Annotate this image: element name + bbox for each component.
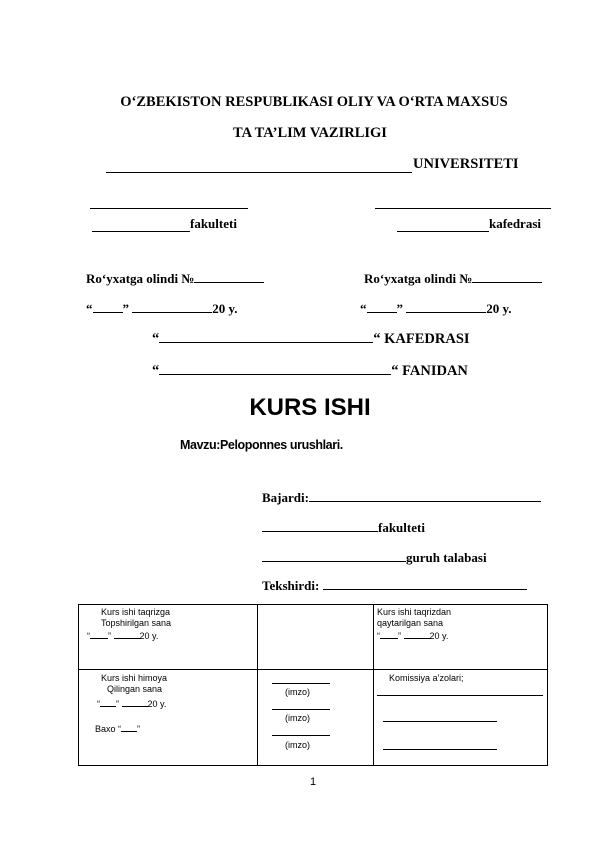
defense-date-row — [97, 697, 167, 710]
ministry-line-1 — [0, 94, 596, 111]
submit-year: 20 y. — [139, 631, 159, 641]
department-row — [152, 328, 470, 348]
subject-suffix: “ FANIDAN — [391, 363, 468, 379]
performer-faculty-blank — [262, 518, 378, 532]
right-registration — [364, 270, 542, 287]
checked-by-label: Tekshirdi: — [262, 578, 323, 593]
left-day-blank — [93, 300, 123, 313]
return-line-2: qaytarilgan sana — [377, 618, 444, 628]
faculty-label: fakulteti — [190, 216, 237, 231]
defense-date-cell — [95, 673, 168, 735]
return-year: 20 y. — [429, 631, 449, 641]
grade-quote-close: ” — [137, 724, 141, 734]
review-table — [78, 604, 548, 766]
signature-line-3 — [272, 735, 330, 736]
return-line-1: Kurs ishi taqrizdan — [377, 607, 452, 617]
checked-by-row — [262, 576, 527, 594]
department-label: kafedrasi — [489, 216, 541, 231]
signature-label-3: (imzo) — [285, 740, 310, 750]
left-month-blank — [132, 300, 212, 313]
department-blank — [397, 231, 489, 232]
done-by-row — [262, 488, 541, 506]
grade-label: Baxo “ — [95, 724, 122, 734]
submit-month-blank — [114, 629, 140, 639]
right-registration-date — [360, 300, 512, 317]
table-divider-h — [79, 669, 547, 670]
group-student-label: guruh talabasi — [406, 550, 487, 565]
signature-label-1: (imzo) — [285, 687, 310, 697]
right-month-blank — [406, 300, 486, 313]
signature-line-2 — [272, 709, 330, 710]
left-date-quote-close: ” — [122, 301, 129, 316]
submit-quote-close: ” — [108, 631, 111, 641]
defense-quote-close: ” — [116, 699, 119, 709]
left-registration — [86, 270, 264, 287]
table-divider-v2 — [373, 605, 374, 765]
left-year: 20 y. — [212, 301, 238, 316]
grade-blank — [121, 722, 137, 732]
left-date-quote-open: “ — [86, 301, 93, 316]
university-label: UNIVERSITETI — [413, 156, 519, 172]
subject-name-blank — [159, 360, 391, 375]
return-date-cell — [377, 607, 451, 642]
department-name-blank — [159, 328, 373, 343]
signature-label-2: (imzo) — [285, 713, 310, 723]
grade-row — [95, 722, 167, 735]
subject-quote-open: “ — [152, 363, 160, 379]
group-row — [262, 548, 487, 566]
submit-line-2: Topshirilgan sana — [101, 618, 172, 628]
done-by-blank — [309, 488, 541, 502]
left-registration-number-blank — [194, 270, 264, 283]
submit-date-row — [87, 629, 171, 642]
defense-year: 20 y. — [147, 699, 167, 709]
return-day-blank — [380, 629, 398, 639]
right-day-blank — [367, 300, 397, 313]
left-registration-label: Ro‘yxatga olindi № — [86, 271, 195, 286]
right-date-quote-open: “ — [360, 301, 367, 316]
checked-by-blank — [323, 576, 527, 590]
topic-row — [180, 438, 343, 452]
right-registration-label: Ro‘yxatga olindi № — [364, 271, 473, 286]
left-blank-line — [90, 208, 248, 209]
defense-quote-open: “ — [97, 699, 100, 709]
return-date-row — [377, 629, 451, 642]
submit-day-blank — [90, 629, 108, 639]
right-blank-line — [375, 208, 551, 209]
right-year: 20 y. — [486, 301, 512, 316]
return-quote-open: “ — [377, 631, 380, 641]
commission-line-3 — [383, 749, 497, 750]
document-title: KURS ISHI — [249, 394, 371, 421]
department-quote-open: “ — [152, 331, 160, 347]
performer-faculty-label: fakulteti — [378, 520, 425, 535]
submit-quote-open: “ — [87, 631, 90, 641]
left-registration-date — [86, 300, 238, 317]
submit-date-cell — [87, 607, 172, 642]
defense-month-blank — [122, 697, 148, 707]
signature-line-1 — [272, 683, 330, 684]
performer-faculty-row — [262, 518, 425, 536]
university-name-blank — [106, 172, 412, 173]
return-month-blank — [404, 629, 430, 639]
topic-label: Mavzu: — [180, 438, 220, 452]
subject-row — [152, 360, 468, 380]
ministry-line-2: TA TA’LIM VAZIRLIGI — [233, 125, 387, 141]
faculty-blank — [92, 231, 190, 232]
return-quote-close: ” — [398, 631, 401, 641]
table-divider-v1 — [257, 605, 258, 765]
page-number: 1 — [310, 776, 317, 788]
defense-line-1: Kurs ishi himoya — [101, 673, 168, 683]
defense-line-2: Qilingan sana — [107, 684, 163, 694]
commission-line-1 — [377, 695, 543, 696]
department-suffix: “ KAFEDRASI — [373, 331, 470, 347]
ministry-line-1-text: O‘ZBEKISTON RESPUBLIKASI OLIY VA O‘RTA MAXSUS — [120, 94, 508, 110]
commission-label: Komissiya a’zolari; — [389, 673, 464, 683]
submit-line-1: Kurs ishi taqrizga — [101, 607, 171, 617]
done-by-label: Bajardi: — [262, 490, 309, 505]
topic-value: Peloponnes urushlari. — [219, 438, 343, 452]
defense-day-blank — [100, 697, 116, 707]
group-blank — [262, 548, 406, 562]
right-registration-number-blank — [472, 270, 542, 283]
commission-line-2 — [383, 721, 497, 722]
right-date-quote-close: ” — [396, 301, 403, 316]
